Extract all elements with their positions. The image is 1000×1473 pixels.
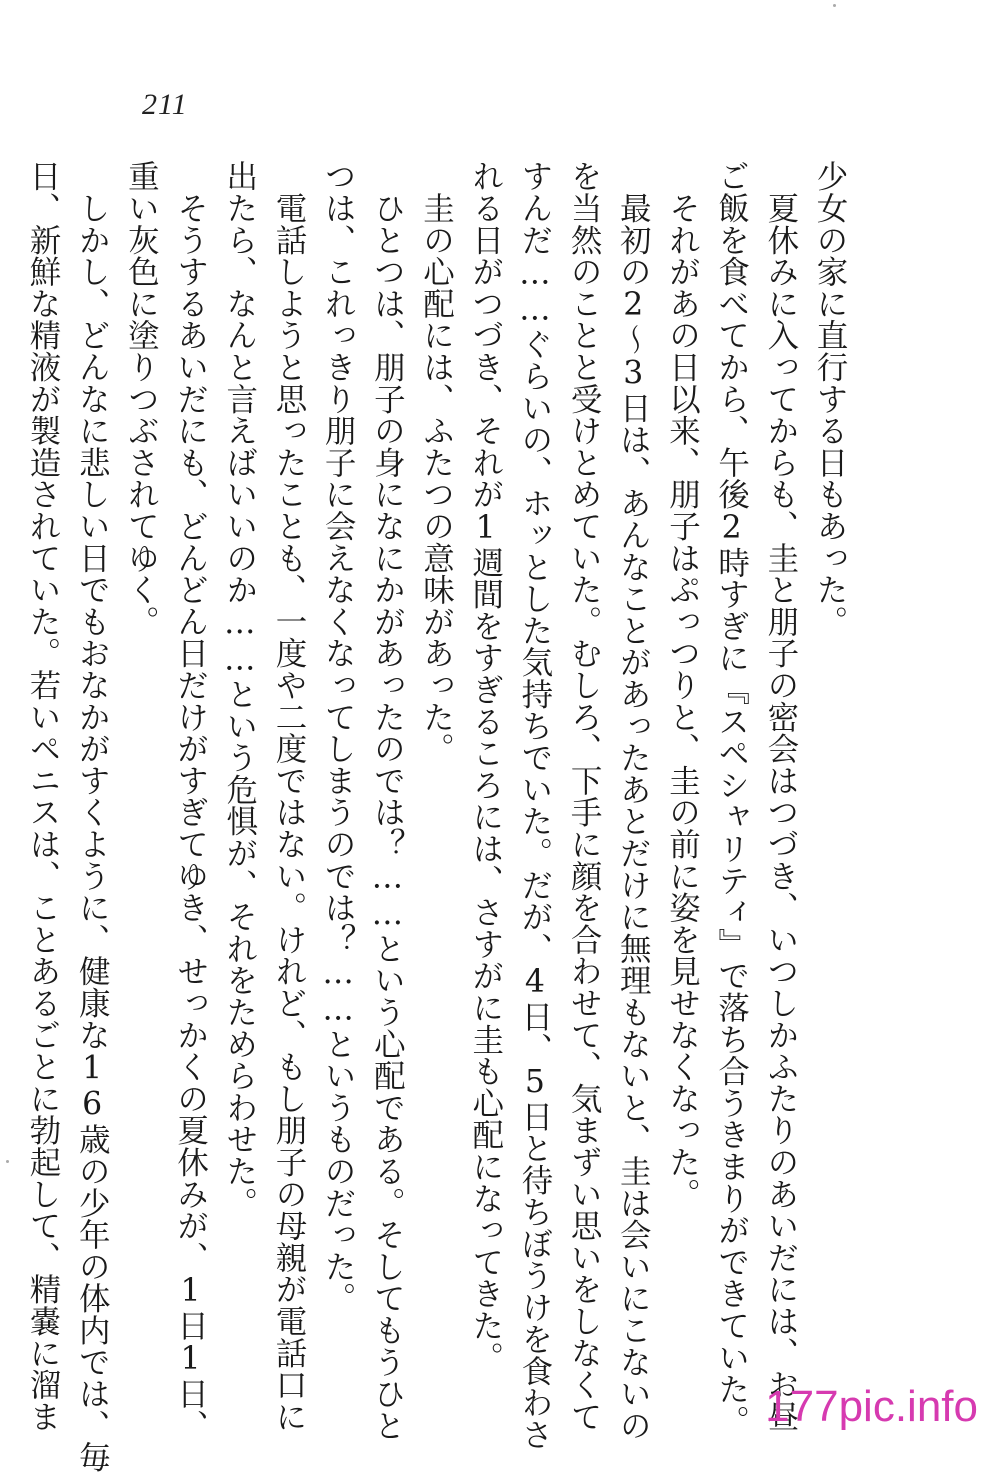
text-line: すんだ……ぐらいの、ホッとした気持ちでいた。だが、4日、5日と待ちぼうけを食わさ (516, 160, 553, 1450)
text-line: 最初の2〜3日は、あんなことがあったあとだけに無理もないと、圭は会いにこないの (615, 160, 652, 1441)
text-line: 圭の心配には、ふたつの意味があった。 (418, 160, 455, 765)
text-line: 少女の家に直行する日もあった。 (812, 160, 848, 637)
text-line: 出たら、なんと言えばいいのか……という危惧が、それをためらわせた。 (221, 160, 258, 1219)
text-line: しかし、どんなに悲しい日でもおなかがすくように、健康な16歳の少年の体内では、毎 (74, 160, 111, 1473)
text-line: 日、新鮮な精液が製造されていた。若いペニスは、ことあるごとに勃起して、精嚢に溜ま (25, 160, 61, 1432)
text-line: そうするあいだにも、どんどん日だけがすぎてゆき、せっかくの夏休みが、1日1日、 (172, 160, 209, 1441)
text-line: ご飯を食べてから、午後2時すぎに『スペシャリティ』で落ち合うきまりができていた。 (713, 160, 750, 1437)
scan-speck (6, 1160, 9, 1163)
text-line: 夏休みに入ってからも、圭と朋子の密会はつづき、いつしかふたりのあいだには、お昼 (762, 160, 799, 1432)
text-line: を当然のことと受けとめていた。むしろ、下手に顔を合わせて、気まずい思いをしなくて (566, 160, 603, 1432)
watermark: 177pic.info (765, 1382, 978, 1431)
text-line: 電話しようと思ったことも、一度や二度ではない。けれど、もし朋子の母親が電話口に (270, 160, 307, 1432)
page-number: 211 (142, 88, 188, 121)
text-line: つは、これっきり朋子に会えなくなってしまうのでは？……というものだった。 (320, 160, 357, 1314)
scan-speck (833, 4, 836, 7)
text-line: ひとつは、朋子の身になにかがあったのでは？……という心配である。そしてもうひと (369, 160, 406, 1441)
text-line: それがあの日以来、朋子はぷっつりと、圭の前に姿を見せなくなった。 (664, 160, 701, 1210)
text-line: れる日がつづき、それが1週間をすぎるころには、さすがに圭も心配になってきた。 (467, 160, 504, 1373)
text-line: 重い灰色に塗りつぶされてゆく。 (123, 160, 160, 637)
vertical-text-block (25, 160, 850, 1473)
